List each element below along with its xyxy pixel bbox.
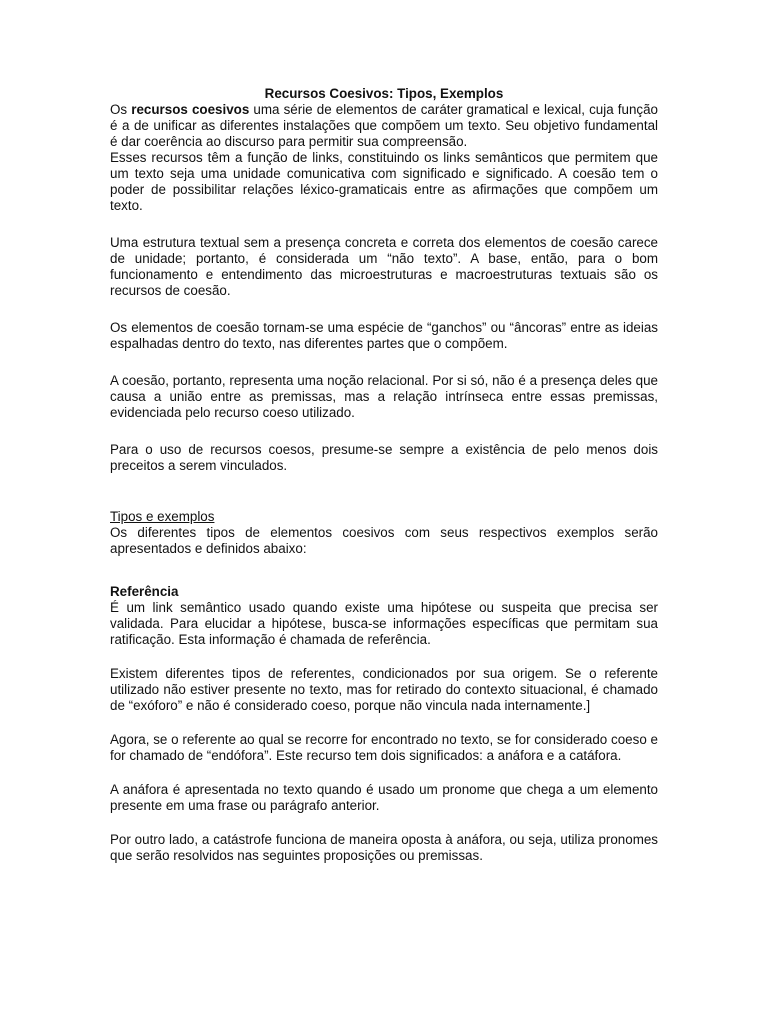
referencia-heading: Referência	[110, 584, 179, 599]
page-title: Recursos Coesivos: Tipos, Exemplos	[264, 86, 504, 101]
catastrofe-paragraph: Por outro lado, a catástrofe funciona de maneira oposta à anáfora, ou seja, utiliza pronomes que serão resolvidos nas seguintes proposições ou premissas.	[110, 832, 658, 863]
intro-bold-term: recursos coesivos	[131, 102, 250, 117]
referentes-paragraph: Existem diferentes tipos de referentes, condicionados por sua origem. Se o referente utilizado não estiver presente no texto, mas for retirado do contexto situacional, é chamado de “exóforo” e não é considerado coeso, porque não vincula nada internamente.]	[110, 666, 658, 713]
estrutura-paragraph: Uma estrutura textual sem a presença concreta e correta dos elementos de coesão carece de unidade; portanto, é considerada um “não texto”. A base, então, para o bom funcionamento e entendimento das microestruturas e macroestruturas textuais são os recursos de coesão.	[110, 235, 658, 298]
endofora-paragraph: Agora, se o referente ao qual se recorre for encontrado no texto, se for considerado coeso e for chamado de “endófora”. Este recurso tem dois significados: a anáfora e a catáfora.	[110, 732, 658, 763]
tipos-heading: Tipos e exemplos	[110, 509, 215, 524]
relacional-paragraph: A coesão, portanto, representa uma noção relacional. Por si só, não é a presença deles que causa a união entre as premissas, mas a relação intrínseca entre essas premissas, evidenciada pelo recurso coeso utilizado.	[110, 373, 658, 420]
document-page	[110, 86, 658, 864]
links-paragraph: Esses recursos têm a função de links, constituindo os links semânticos que permitem que um texto seja uma unidade comunicativa com significado e significado. A coesão tem o poder de possibilitar relações léxico-gramaticais entre as afirmações que compõem um texto.	[110, 150, 658, 213]
intro-paragraph	[110, 102, 658, 150]
referencia-paragraph: É um link semântico usado quando existe uma hipótese ou suspeita que precisa ser validada. Para elucidar a hipótese, busca-se informações específicas que permitam sua ratificação. Esta informação é chamada de referência.	[110, 600, 658, 647]
elementos-paragraph: Os elementos de coesão tornam-se uma espécie de “ganchos” ou “âncoras” entre as ideias espalhadas dentro do texto, nas diferentes partes que o compõem.	[110, 320, 658, 351]
intro-rest: uma série de elementos de caráter gramatical e lexical, cuja função é a de unificar as diferentes instalações que compõem um texto. Seu objetivo fundamental é dar coerência ao discurso para permitir sua compreensão.	[110, 102, 658, 149]
tipos-paragraph: Os diferentes tipos de elementos coesivos com seus respectivos exemplos serão apresentados e definidos abaixo:	[110, 525, 658, 556]
anafora-paragraph: A anáfora é apresentada no texto quando é usado um pronome que chega a um elemento presente em uma frase ou parágrafo anterior.	[110, 782, 658, 813]
intro-lead: Os	[110, 102, 132, 117]
uso-paragraph: Para o uso de recursos coesos, presume-se sempre a existência de pelo menos dois preceitos a serem vinculados.	[110, 442, 658, 473]
